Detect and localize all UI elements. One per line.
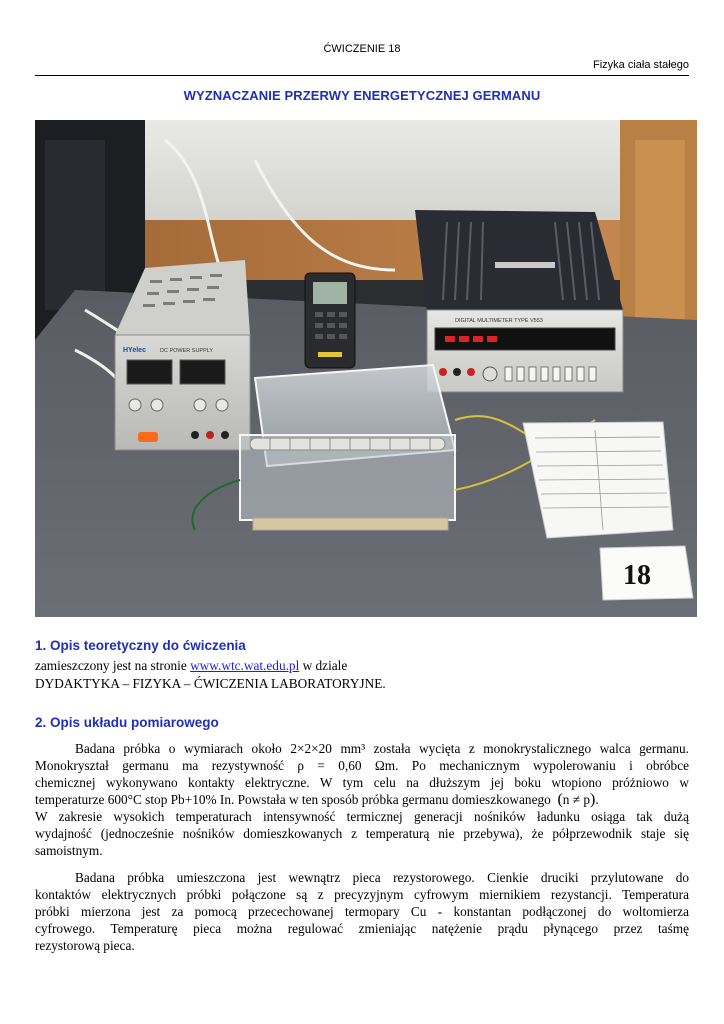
formula-open-paren: ( [557,791,563,808]
header-divider [35,75,689,76]
section1-text-before-link: zamieszczony jest na stronie [35,658,191,673]
p2-line: cyfrowego. Temperaturę pieca można regulować zmieniając natężenie prądu płynącego przez taśmę [35,921,689,936]
station-number: 18 [623,560,651,591]
p2-line: kontaktów elektrycznych próbki połączone są z precyzyjnym cyfrowym miernikiem rezystancji. Temperatura [35,887,689,902]
sample-furnace [240,365,455,530]
document-title: WYZNACZANIE PRZERWY ENERGETYCZNEJ GERMANU [183,88,541,103]
p1-line: chemicznej wykonywano kontakty elektryczne. W tym celu na dłuższym jej boku wtopiono próżniowo w [35,775,689,790]
p1-line: Monokryształ germanu ma rezystywność ρ = 0,60 Ωm. Po mechanicznym wypolerowaniu i obróbce [35,758,689,773]
p1-line: W zakresie wysokich temperaturach intensywność termicznej generacji nośników ładunku osiąga tak dużą [35,809,689,824]
formula-close-paren: ) [590,791,596,808]
section2-heading: 2. Opis układu pomiarowego [35,715,219,730]
p2-line: próbki mierzona jest za pomocą przecechowanej termopary Cu - konstantan podłączonej do woltomierza [35,904,689,919]
p1-line: temperaturze 600°C stop Pb+10% In. Powstała w ten sposób próbka germanu domieszkowanego [35,792,551,807]
section1-heading: 1. Opis teoretyczny do ćwiczenia [35,638,246,653]
section1-line2: DYDAKTYKA – FIZYKA – ĆWICZENIA LABORATORYJNE. [35,676,386,691]
setup-photo [35,120,697,617]
p2-line: rezystorową pieca. [35,938,135,953]
section2-paragraph1 [35,740,689,859]
page-header-exercise: ĆWICZENIE 18 [323,43,401,55]
wtc-website-link[interactable]: www.wtc.wat.edu.pl [190,658,300,673]
p1-line: Badana próbka o wymiarach około 2×2×20 mm³ została wycięta z monokrystalicznego walca germanu. [75,741,689,756]
p1-line: samoistnym. [35,843,103,858]
thermometer-meter [305,273,355,368]
p1-line-with-formula: temperaturze 600°C stop Pb+10% In. Powstała w ten sposób próbka germanu domieszkowanego (n ≠ p). [35,791,599,808]
psu-brand: HYelec [123,347,146,354]
psu-label: DC POWER SUPPLY [160,348,214,354]
digital-multimeter [415,210,623,392]
p2-line: Badana próbka umieszczona jest wewnątrz pieca rezystorowego. Cienkie druciki przylutowane do [75,870,689,885]
section1-line1 [35,658,347,674]
page-header-subject: Fizyka ciała stałego [593,59,689,71]
section2-paragraph2 [35,869,689,954]
data-sheet [523,422,673,538]
p1-line: wydajność (jednocześnie nośników domieszkowanych z temperaturą nie przebywa), że półprzewodnik staje się [35,826,689,841]
section1-text-after-link: w dziale [299,658,348,673]
setup-photo-drawing [35,120,697,617]
formula-n-neq-p: n ≠ p [562,792,591,807]
station-number-card [600,546,693,600]
multimeter-label: DIGITAL MULTIMETER TYPE V553 [455,318,543,324]
